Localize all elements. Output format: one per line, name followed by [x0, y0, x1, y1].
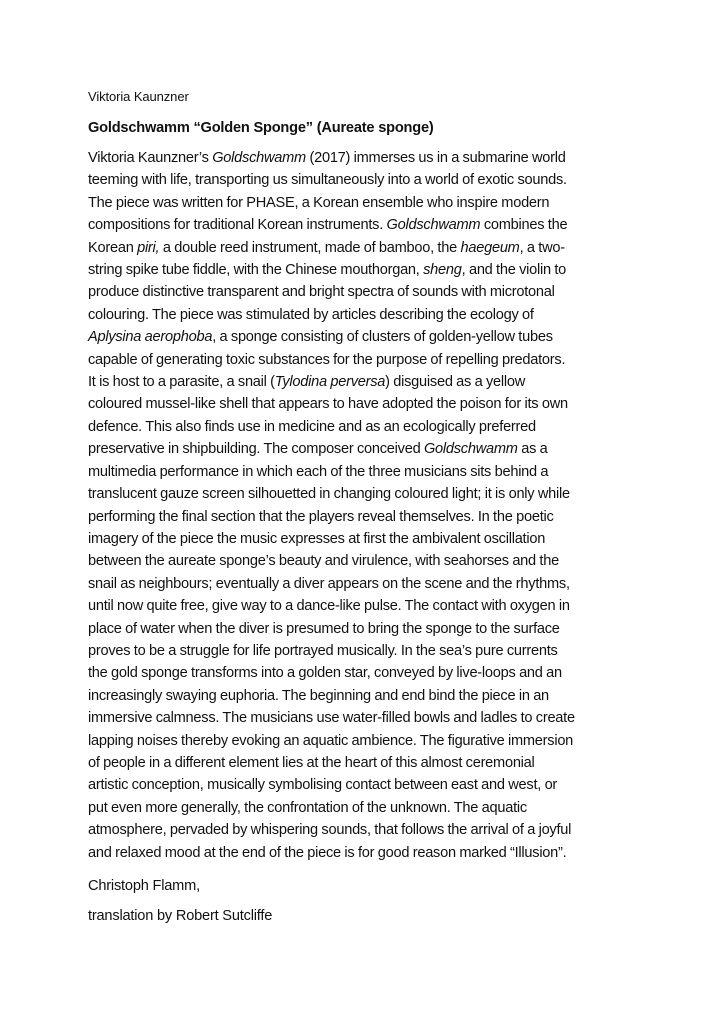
body-line — [88, 281, 648, 303]
body-line — [88, 147, 648, 169]
body-line — [88, 797, 648, 819]
body-line — [88, 819, 648, 841]
body-text: increasingly swaying euphoria. The beginning and end bind the piece in an — [88, 687, 549, 704]
italic-text: Goldschwamm — [212, 150, 306, 166]
body-line — [88, 685, 648, 707]
body-text: , a two- — [519, 239, 565, 256]
body-line — [88, 483, 648, 505]
credit-author: Christoph Flamm, — [88, 878, 200, 894]
body-line — [88, 842, 648, 864]
body-text: as a — [517, 441, 548, 458]
body-text: atmosphere, pervaded by whispering sounds, that follows the arrival of a joyful — [88, 822, 572, 839]
body-text: ) disguised as a yellow — [385, 374, 526, 391]
credit-translation: translation by Robert Sutcliffe — [88, 908, 273, 924]
body-line — [88, 595, 648, 617]
body-line — [88, 304, 648, 326]
body-text: It is host to a parasite, a snail ( — [88, 374, 275, 391]
body-line — [88, 349, 648, 371]
italic-text: Tylodina perversa — [274, 374, 386, 391]
body-text: coloured mussel-like shell that appears to have adopted the poison for its own — [88, 396, 568, 413]
italic-text: Goldschwamm — [423, 441, 518, 458]
body-line — [88, 618, 648, 640]
body-text: of people in a different element lies at the heart of this almost ceremonial — [88, 754, 535, 771]
body-text: colouring. The piece was stimulated by articles describing the ecology of — [88, 306, 534, 323]
body-text: snail as neighbours; eventually a diver appears on the scene and the rhythms, — [88, 575, 570, 592]
body-text: combines the — [480, 217, 568, 234]
body-line — [88, 752, 648, 774]
body-line — [88, 259, 648, 281]
document-page — [88, 88, 648, 935]
italic-text: Goldschwamm — [386, 217, 481, 234]
body-text: a double reed instrument, made of bamboo, the — [159, 239, 461, 256]
body-text: Viktoria Kaunzner’s — [88, 150, 213, 166]
body-line — [88, 326, 648, 348]
italic-text: haegeum — [460, 239, 520, 256]
body-text: put even more generally, the confrontation of the unknown. The aquatic — [88, 799, 527, 816]
body-text: Korean — [88, 239, 138, 256]
body-text: compositions for traditional Korean instruments. — [88, 217, 387, 234]
body-line — [88, 371, 648, 393]
body-text: until now quite free, give way to a dance-like pulse. The contact with oxygen in — [88, 598, 570, 615]
body-text: , a sponge consisting of clusters of golden-yellow tubes — [212, 329, 553, 346]
body-line — [88, 528, 648, 550]
italic-text: piri, — [137, 239, 160, 256]
body-text: the gold sponge transforms into a golden star, conveyed by live-loops and an — [88, 665, 562, 682]
body-text: place of water when the diver is presumed to bring the sponge to the surface — [88, 620, 560, 637]
body-line — [88, 192, 648, 214]
body-text: (2017) immerses us in a submarine world — [305, 150, 566, 166]
body-text: artistic conception, musically symbolising contact between east and west, or — [88, 777, 558, 794]
body-line — [88, 662, 648, 684]
body-text: The piece was written for PHASE, a Korean ensemble who inspire modern — [88, 194, 550, 211]
body-text: defence. This also finds use in medicine and as an ecologically preferred — [88, 418, 536, 435]
body-line — [88, 730, 648, 752]
body-text: , and the violin to — [461, 262, 567, 279]
body-line — [88, 573, 648, 595]
body-text: between the aureate sponge’s beauty and virulence, with seahorses and the — [88, 553, 559, 570]
body-text: proves to be a struggle for life portrayed musically. In the sea’s pure currents — [88, 642, 558, 659]
body-text: imagery of the piece the music expresses at first the ambivalent oscillation — [88, 530, 546, 547]
body-text: immersive calmness. The musicians use water-filled bowls and ladles to create — [88, 710, 575, 727]
body-text: translucent gauze screen silhouetted in changing coloured light; it is only while — [88, 486, 570, 503]
body-line — [88, 774, 648, 796]
body-text: lapping noises thereby evoking an aquatic ambience. The figurative immersion — [88, 732, 574, 749]
body-text: capable of generating toxic substances for the purpose of repelling predators. — [88, 351, 566, 368]
body-text: multimedia performance in which each of the three musicians sits behind a — [88, 463, 549, 480]
italic-text: sheng — [423, 262, 462, 279]
body-text: performing the final section that the players reveal themselves. In the poetic — [88, 508, 554, 525]
body-text: preservative in shipbuilding. The composer conceived — [88, 441, 424, 458]
body-text: and relaxed mood at the end of the piece is for good reason marked “Illusion”. — [88, 844, 567, 861]
body-text: produce distinctive transparent and bright spectra of sounds with microtonal — [88, 284, 555, 301]
body-line — [88, 169, 648, 191]
author-line: Viktoria Kaunzner — [88, 89, 189, 104]
italic-text: Aplysina aerophoba — [88, 329, 213, 346]
document-title: Goldschwamm “Golden Sponge” (Aureate sponge) — [88, 120, 434, 136]
body-line — [88, 506, 648, 528]
body-paragraph — [88, 147, 648, 864]
body-text: teeming with life, transporting us simultaneously into a world of exotic sounds. — [88, 172, 567, 189]
body-line — [88, 214, 648, 236]
body-line — [88, 640, 648, 662]
body-line — [88, 707, 648, 729]
body-line — [88, 550, 648, 572]
body-line — [88, 438, 648, 460]
body-line — [88, 393, 648, 415]
body-text: string spike tube fiddle, with the Chinese mouthorgan, — [88, 262, 424, 279]
body-line — [88, 416, 648, 438]
body-line — [88, 237, 648, 259]
body-line — [88, 461, 648, 483]
